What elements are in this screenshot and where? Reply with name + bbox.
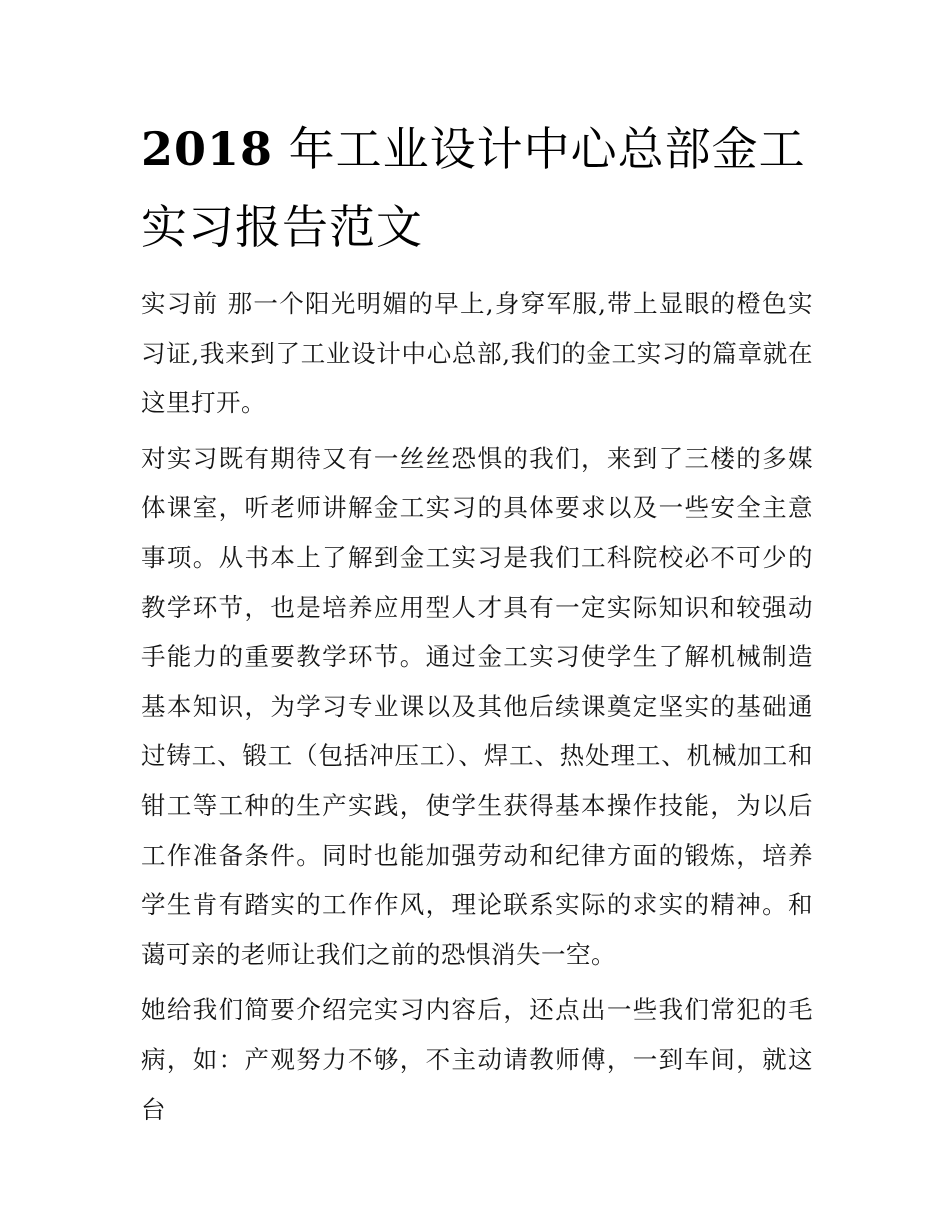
paragraph-3: 她给我们简要介绍完实习内容后，还点出一些我们常犯的毛病，如：产观努力不够，不主动请教师傅，一到车间，就这台 bbox=[141, 995, 813, 1124]
document-title bbox=[141, 110, 811, 266]
paragraph-2: 对实习既有期待又有一丝丝恐惧的我们，来到了三楼的多媒体课室，听老师讲解金工实习的具体要求以及一些安全主意事项。从书本上了解到金工实习是我们工科院校必不可少的教学环节，也是培养应用型人才具有一定实际知识和较强动手能力的重要教学环节。通过金工实习使学生了解机械制造基本知识，为学习专业课以及其他后续课奠定坚实的基础通过铸工、锻工（包括冲压工）、焊工、热处理工、机械加工和钳工等工种的生产实践，使学生获得基本操作技能，为以后工作准备条件。同时也能加强劳动和纪律方面的锻炼，培养学生肯有踏实的工作作风，理论联系实际的求实的精神。和蔼可亲的老师让我们之前的恐惧消失一空。 bbox=[141, 443, 813, 969]
paragraph-1: 实习前 那一个阳光明媚的早上,身穿军服,带上显眼的橙色实习证,我来到了工业设计中心总部,我们的金工实习的篇章就在这里打开。 bbox=[141, 289, 813, 418]
title-text: 年工业设计中心总部金工实习报告范文 bbox=[141, 122, 806, 254]
title-year: 2018 bbox=[141, 122, 274, 176]
document-body bbox=[141, 279, 813, 1140]
